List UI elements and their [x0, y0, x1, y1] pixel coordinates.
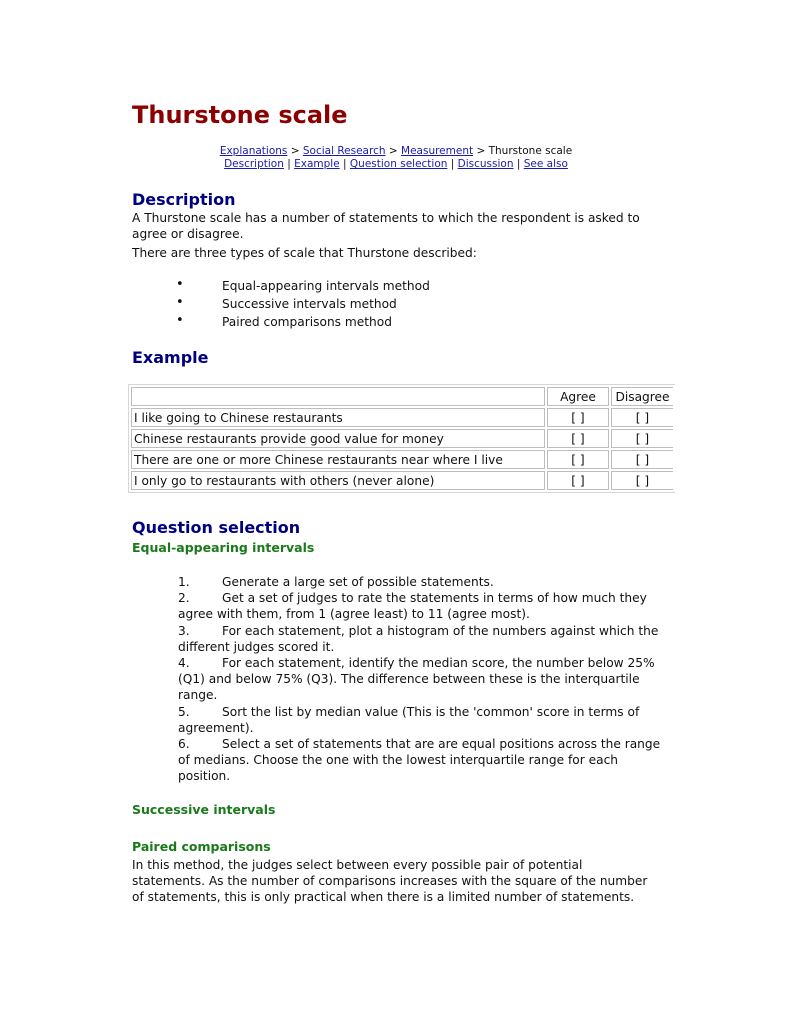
list-item: 4. For each statement, identify the median score, the number below 25% (Q1) and below 75% (Q3). The difference between these is the interquartile range. — [178, 656, 655, 703]
equal-intervals-steps — [178, 574, 672, 785]
section-nav-separator: | — [343, 158, 347, 170]
breadcrumb-current: Thurstone scale — [488, 145, 573, 157]
breadcrumb-separator: > — [290, 145, 300, 157]
agree-checkbox[interactable]: [ ] — [547, 429, 609, 448]
statement-cell: I like going to Chinese restaurants — [131, 408, 545, 427]
breadcrumb-link-measurement[interactable]: Measurement — [401, 145, 474, 157]
table-row — [131, 429, 673, 448]
successive-intervals-heading: Successive intervals — [132, 802, 276, 817]
disagree-checkbox[interactable]: [ ] — [611, 408, 673, 427]
breadcrumb-link-social-research[interactable]: Social Research — [302, 145, 386, 157]
table-row — [131, 471, 673, 490]
section-link-question-selection[interactable]: Question selection — [349, 158, 448, 170]
list-item: 5. Sort the list by median value (This is the 'common' score in terms of agreement). — [178, 704, 640, 735]
question-selection-heading: Question selection — [132, 518, 301, 537]
section-nav — [96, 158, 696, 170]
bullet-icon: • — [176, 277, 184, 292]
step-number: 4. — [178, 656, 190, 671]
description-intro: A Thurstone scale has a number of statements to which the respondent is asked to agree or disagree. — [132, 211, 640, 241]
step-number: 2. — [178, 591, 190, 606]
section-link-discussion[interactable]: Discussion — [457, 158, 514, 170]
list-item: 3. For each statement, plot a histogram of the numbers against which the different judges scored it. — [178, 623, 659, 654]
statement-cell: I only go to restaurants with others (never alone) — [131, 471, 545, 490]
step-number: 1. — [178, 575, 190, 589]
section-nav-separator: | — [287, 158, 291, 170]
breadcrumb-separator: > — [476, 145, 486, 157]
agree-checkbox[interactable]: [ ] — [547, 408, 609, 427]
bullet-icon: • — [176, 295, 184, 310]
section-nav-separator: | — [516, 158, 521, 170]
step-number: 5. — [178, 704, 190, 719]
agree-checkbox[interactable]: [ ] — [547, 450, 609, 469]
paired-comparisons-heading: Paired comparisons — [132, 839, 271, 854]
description-types-intro: There are three types of scale that Thurstone described: — [132, 246, 477, 260]
table-header-agree: Agree — [547, 387, 609, 406]
equal-intervals-heading: Equal-appearing intervals — [132, 540, 315, 555]
bullet-icon: • — [176, 313, 184, 328]
section-link-see-also[interactable]: See also — [523, 158, 568, 170]
disagree-checkbox[interactable]: [ ] — [611, 450, 673, 469]
list-item: 6. Select a set of statements that are are equal positions across the range of medians. Choose the one with the lowest interquartile range for each position. — [178, 737, 661, 784]
agree-checkbox[interactable]: [ ] — [547, 471, 609, 490]
example-table — [128, 384, 676, 493]
section-nav-separator: | — [450, 158, 455, 170]
section-link-description[interactable]: Description — [224, 158, 284, 170]
table-header-row — [131, 387, 673, 406]
page-title: Thurstone scale — [132, 101, 348, 129]
breadcrumb — [96, 145, 696, 157]
breadcrumb-separator: > — [388, 145, 398, 157]
paired-comparisons-text: In this method, the judges select between every possible pair of potential statements. As the number of comparisons increases with the square of the number of statements, this is only practical when there is a limited number of statements. — [132, 858, 648, 904]
table-row — [131, 408, 673, 427]
description-heading: Description — [132, 190, 236, 209]
list-item: 1. Generate a large set of possible statements. — [178, 575, 494, 589]
table-header-disagree: Disagree — [611, 387, 673, 406]
example-heading: Example — [132, 348, 209, 367]
section-link-example[interactable]: Example — [294, 158, 340, 170]
disagree-checkbox[interactable]: [ ] — [611, 429, 673, 448]
table-header-cell — [131, 387, 545, 406]
statement-cell: There are one or more Chinese restaurants near where I live — [131, 450, 545, 469]
table-row — [131, 450, 673, 469]
table-clip-mask — [675, 380, 695, 500]
statement-cell: Chinese restaurants provide good value for money — [131, 429, 545, 448]
step-number: 3. — [178, 623, 190, 638]
breadcrumb-link-explanations[interactable]: Explanations — [219, 145, 288, 157]
step-number: 6. — [178, 737, 190, 752]
disagree-checkbox[interactable]: [ ] — [611, 471, 673, 490]
list-item: 2. Get a set of judges to rate the statements in terms of how much they agree with them, from 1 (agree least) to 11 (agree most). — [178, 591, 647, 622]
